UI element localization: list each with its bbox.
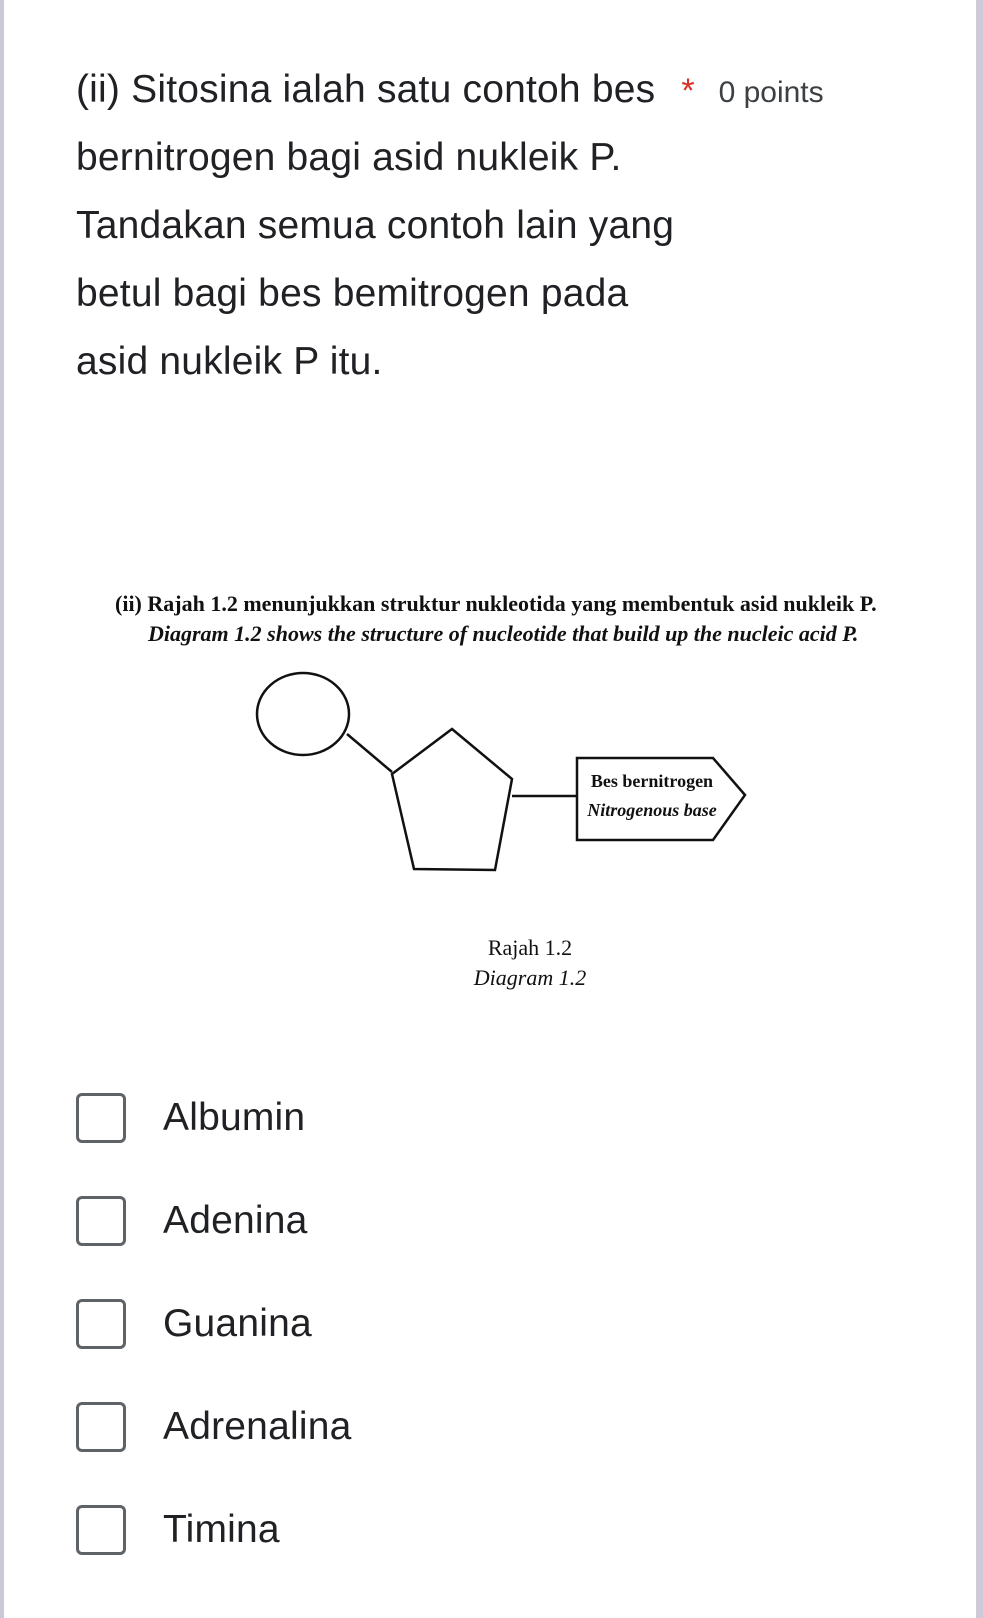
- diagram-number-english: Diagram 1.2: [473, 965, 587, 990]
- option-guanina[interactable]: [76, 1272, 896, 1375]
- checkbox[interactable]: [76, 1299, 126, 1349]
- checkbox[interactable]: [76, 1196, 126, 1246]
- nucleotide-diagram-image: [60, 575, 960, 1035]
- nucleotide-structure-drawing: [60, 575, 960, 1035]
- option-albumin[interactable]: [76, 1066, 896, 1169]
- question-header: [76, 56, 956, 396]
- diagram-number-malay: Rajah 1.2: [487, 935, 573, 960]
- question-body-line: betul bagi bes bemitrogen pada: [76, 272, 629, 315]
- question-body-line: bernitrogen bagi asid nukleik P.: [76, 136, 622, 179]
- required-asterisk: *: [681, 72, 695, 110]
- question-title-row: [76, 56, 956, 124]
- option-label[interactable]: Timina: [163, 1507, 280, 1551]
- checkbox[interactable]: [76, 1402, 126, 1452]
- option-adrenalina[interactable]: [76, 1375, 896, 1478]
- left-edge-border: [0, 0, 4, 1618]
- right-scrollbar-track[interactable]: [976, 0, 983, 1618]
- diagram-caption-malay: (ii) Rajah 1.2 menunjukkan struktur nukleotida yang membentuk asid nukleik P.: [115, 591, 877, 616]
- option-label[interactable]: Adrenalina: [163, 1404, 352, 1448]
- phosphate-sugar-bond: [347, 734, 392, 772]
- checkbox-options-list: [76, 1066, 896, 1581]
- question-body-line: asid nukleik P itu.: [76, 340, 383, 383]
- question-body-line: Tandakan semua contoh lain yang: [76, 204, 675, 247]
- diagram-caption-english: Diagram 1.2 shows the structure of nucleotide that build up the nucleic acid P.: [148, 621, 859, 646]
- checkbox[interactable]: [76, 1093, 126, 1143]
- base-label-english: Nitrogenous base: [587, 800, 717, 820]
- option-label[interactable]: Guanina: [163, 1301, 312, 1345]
- option-timina[interactable]: [76, 1478, 896, 1581]
- question-title: (ii) Sitosina ialah satu contoh bes: [76, 68, 656, 111]
- phosphate-circle: [257, 673, 349, 755]
- option-label[interactable]: Adenina: [163, 1198, 308, 1242]
- option-adenina[interactable]: [76, 1169, 896, 1272]
- points-label: 0 points: [718, 76, 824, 109]
- option-label[interactable]: Albumin: [163, 1095, 306, 1139]
- checkbox[interactable]: [76, 1505, 126, 1555]
- base-label-malay: Bes bernitrogen: [590, 771, 714, 791]
- pentose-sugar-pentagon: [392, 729, 512, 870]
